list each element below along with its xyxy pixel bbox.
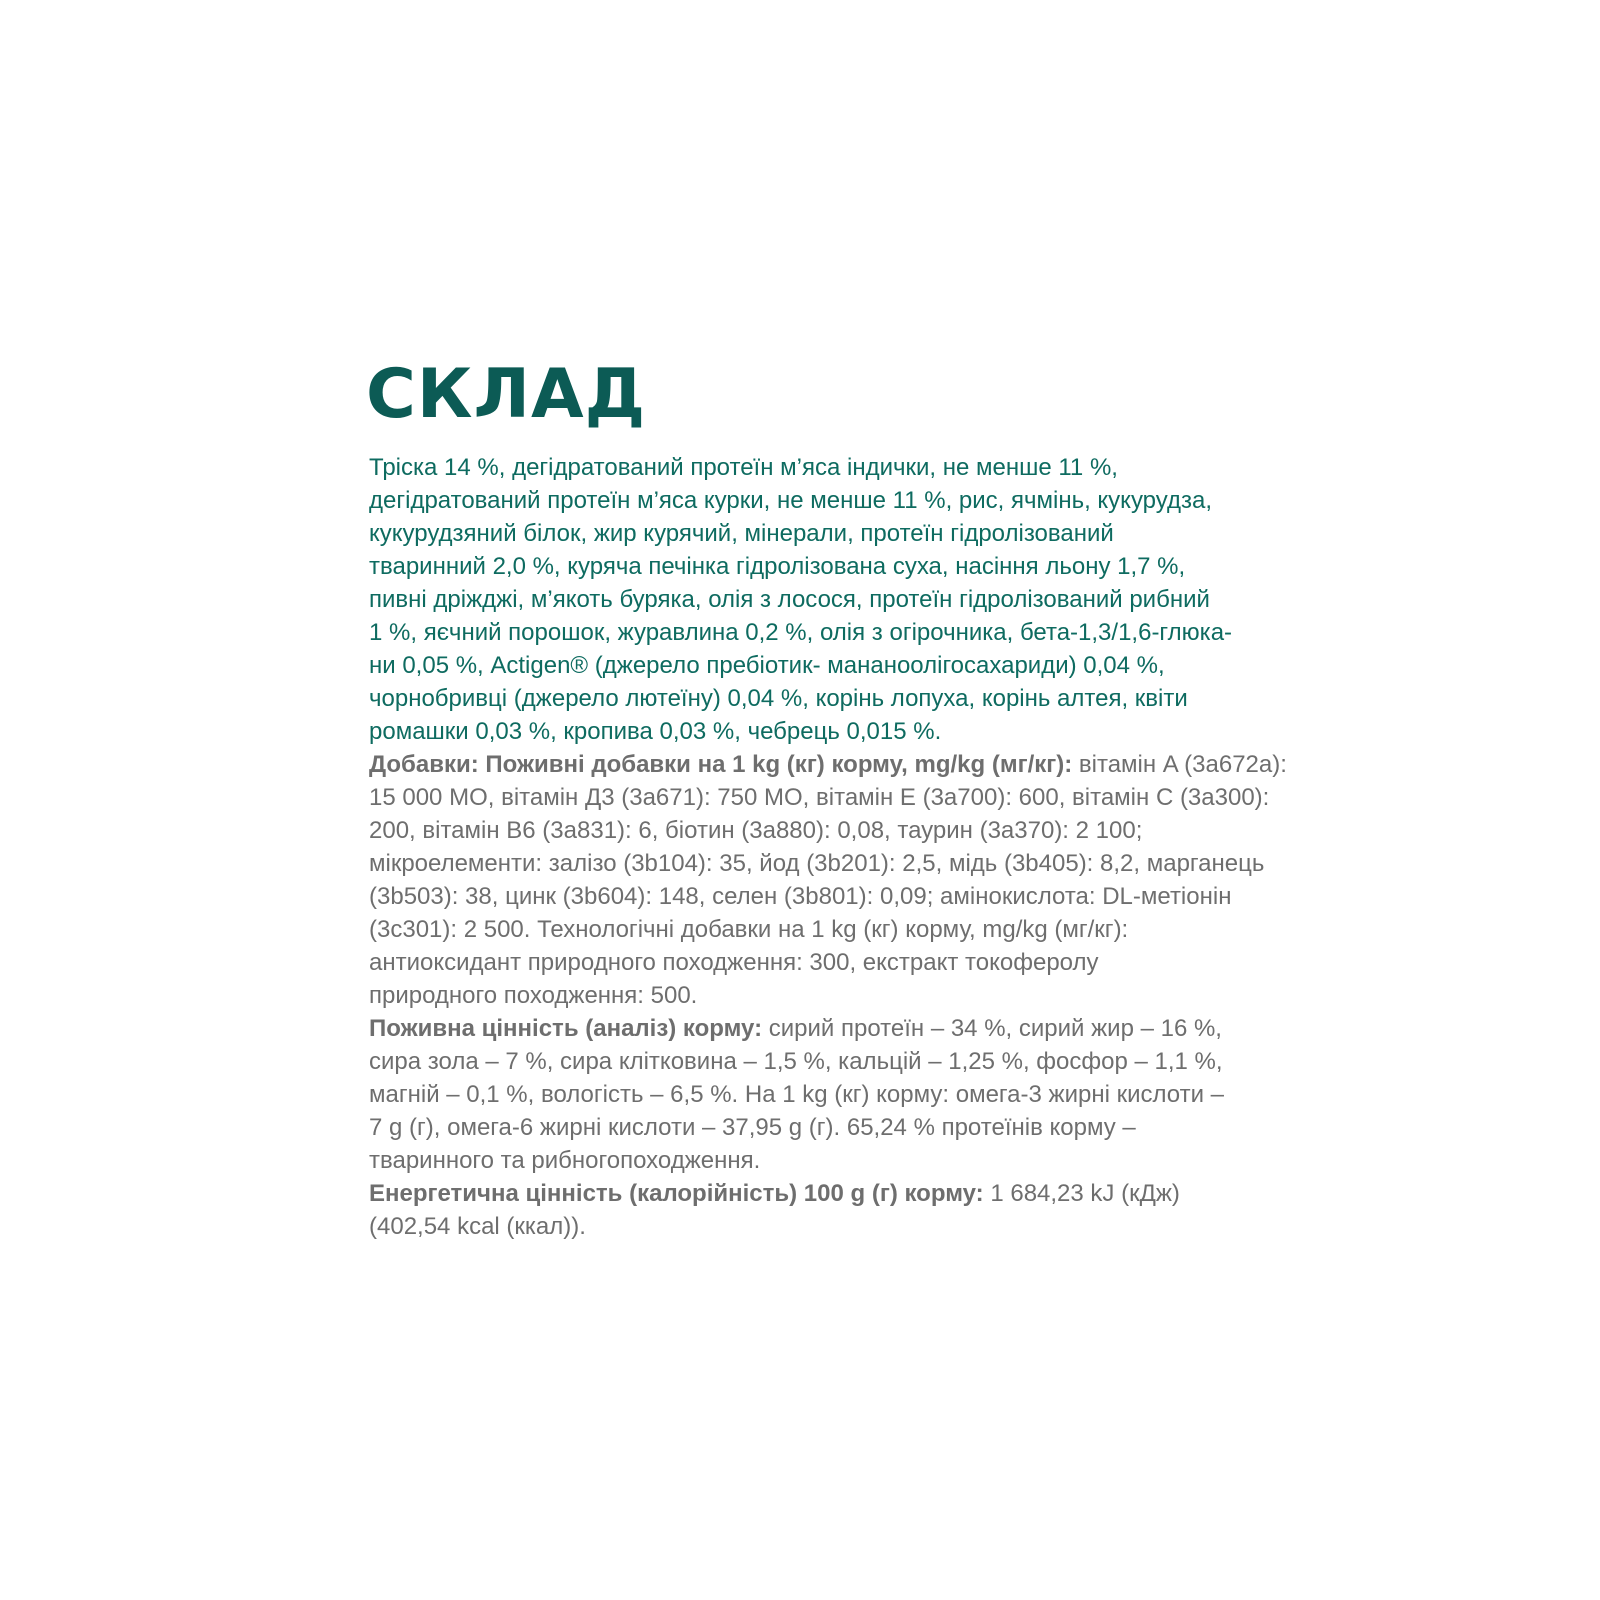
nutrition-line: тваринного та рибногопоходження.: [369, 1147, 761, 1174]
ingredients-line: дегідратований протеїн м’яса курки, не менше 11 %, рис, ячмінь, кукурудза,: [369, 487, 1212, 514]
composition-section: [366, 355, 1287, 1243]
ingredients-line: тваринний 2,0 %, куряча печінка гідролізована суха, насіння льону 1,7 %,: [369, 553, 1186, 580]
additives-line: 15 000 МО, вітамін Д3 (3a671): 750 МО, вітамін Е (3a700): 600, вітамін С (3a300):: [369, 784, 1270, 811]
ingredients-line: Тріска 14 %, дегідратований протеїн м’яса індички, не менше 11 %,: [369, 454, 1118, 481]
ingredients-line: кукурудзяний білок, жир курячий, мінерали, протеїн гідролізований: [369, 520, 1114, 547]
additives-line: мікроелементи: залізо (3b104): 35, йод (3b201): 2,5, мідь (3b405): 8,2, марганець: [369, 850, 1265, 877]
additives-first-line: [369, 748, 1287, 781]
ingredients-line: пивні дріжджі, м’якоть буряка, олія з лосося, протеїн гідролізований рибний: [369, 586, 1210, 613]
additives-line: антиоксидант природного походження: 300, екстракт токоферолу: [369, 949, 1099, 976]
ingredients-line: 1 %, яєчний порошок, журавлина 0,2 %, олія з огірочника, бета-1,3/1,6-глюка-: [369, 619, 1233, 646]
energy-line: (402,54 kcal (ккал)).: [369, 1213, 586, 1240]
nutrition-text: [369, 1012, 1239, 1177]
additives-label: Добавки: Поживні добавки на 1 kg (кг) корму, mg/kg (мг/кг):: [369, 751, 1073, 778]
additives-line: природного походження: 500.: [369, 982, 698, 1009]
energy-text: [369, 1177, 1239, 1243]
energy-first-line-text: 1 684,23 kJ (кДж): [983, 1180, 1180, 1207]
ingredients-text: [369, 451, 1239, 748]
nutrition-line: сира зола – 7 %, сира клітковина – 1,5 %, кальцій – 1,25 %, фосфор – 1,1 %,: [369, 1048, 1223, 1075]
energy-first-line: [369, 1177, 1239, 1210]
additives-line: 200, вітамін В6 (3a831): 6, біотин (3a880): 0,08, таурин (3a370): 2 100;: [369, 817, 1143, 844]
nutrition-label: Поживна цінність (аналіз) корму:: [369, 1015, 763, 1042]
additives-text: [369, 748, 1287, 1012]
nutrition-line: магній – 0,1 %, вологість – 6,5 %. На 1 kg (кг) корму: омега-3 жирні кислоти –: [369, 1081, 1224, 1108]
ingredients-line: ни 0,05 %, Actigen® (джерело пребіотик- мананоолігосахариди) 0,04 %,: [369, 652, 1165, 679]
ingredients-line: ромашки 0,03 %, кропива 0,03 %, чебрець 0,015 %.: [369, 718, 942, 745]
ingredients-line: чорнобривці (джерело лютеїну) 0,04 %, корінь лопуха, корінь алтея, квіти: [369, 685, 1188, 712]
additives-line: (3c301): 2 500. Технологічні добавки на 1 kg (кг) корму, mg/kg (мг/кг):: [369, 916, 1129, 943]
nutrition-first-line-text: сирий протеїн – 34 %, сирий жир – 16 %,: [762, 1015, 1222, 1042]
energy-label: Енергетична цінність (калорійність) 100 g (г) корму:: [369, 1180, 984, 1207]
additives-line: (3b503): 38, цинк (3b604): 148, селен (3b801): 0,09; амінокислота: DL-метіонін: [369, 883, 1232, 910]
additives-first-line-text: вітамін A (3a672a):: [1072, 751, 1287, 778]
nutrition-first-line: [369, 1012, 1239, 1045]
nutrition-line: 7 g (г), омега-6 жирні кислоти – 37,95 g (г). 65,24 % протеїнів корму –: [369, 1114, 1136, 1141]
page-title: СКЛАД: [366, 355, 647, 434]
